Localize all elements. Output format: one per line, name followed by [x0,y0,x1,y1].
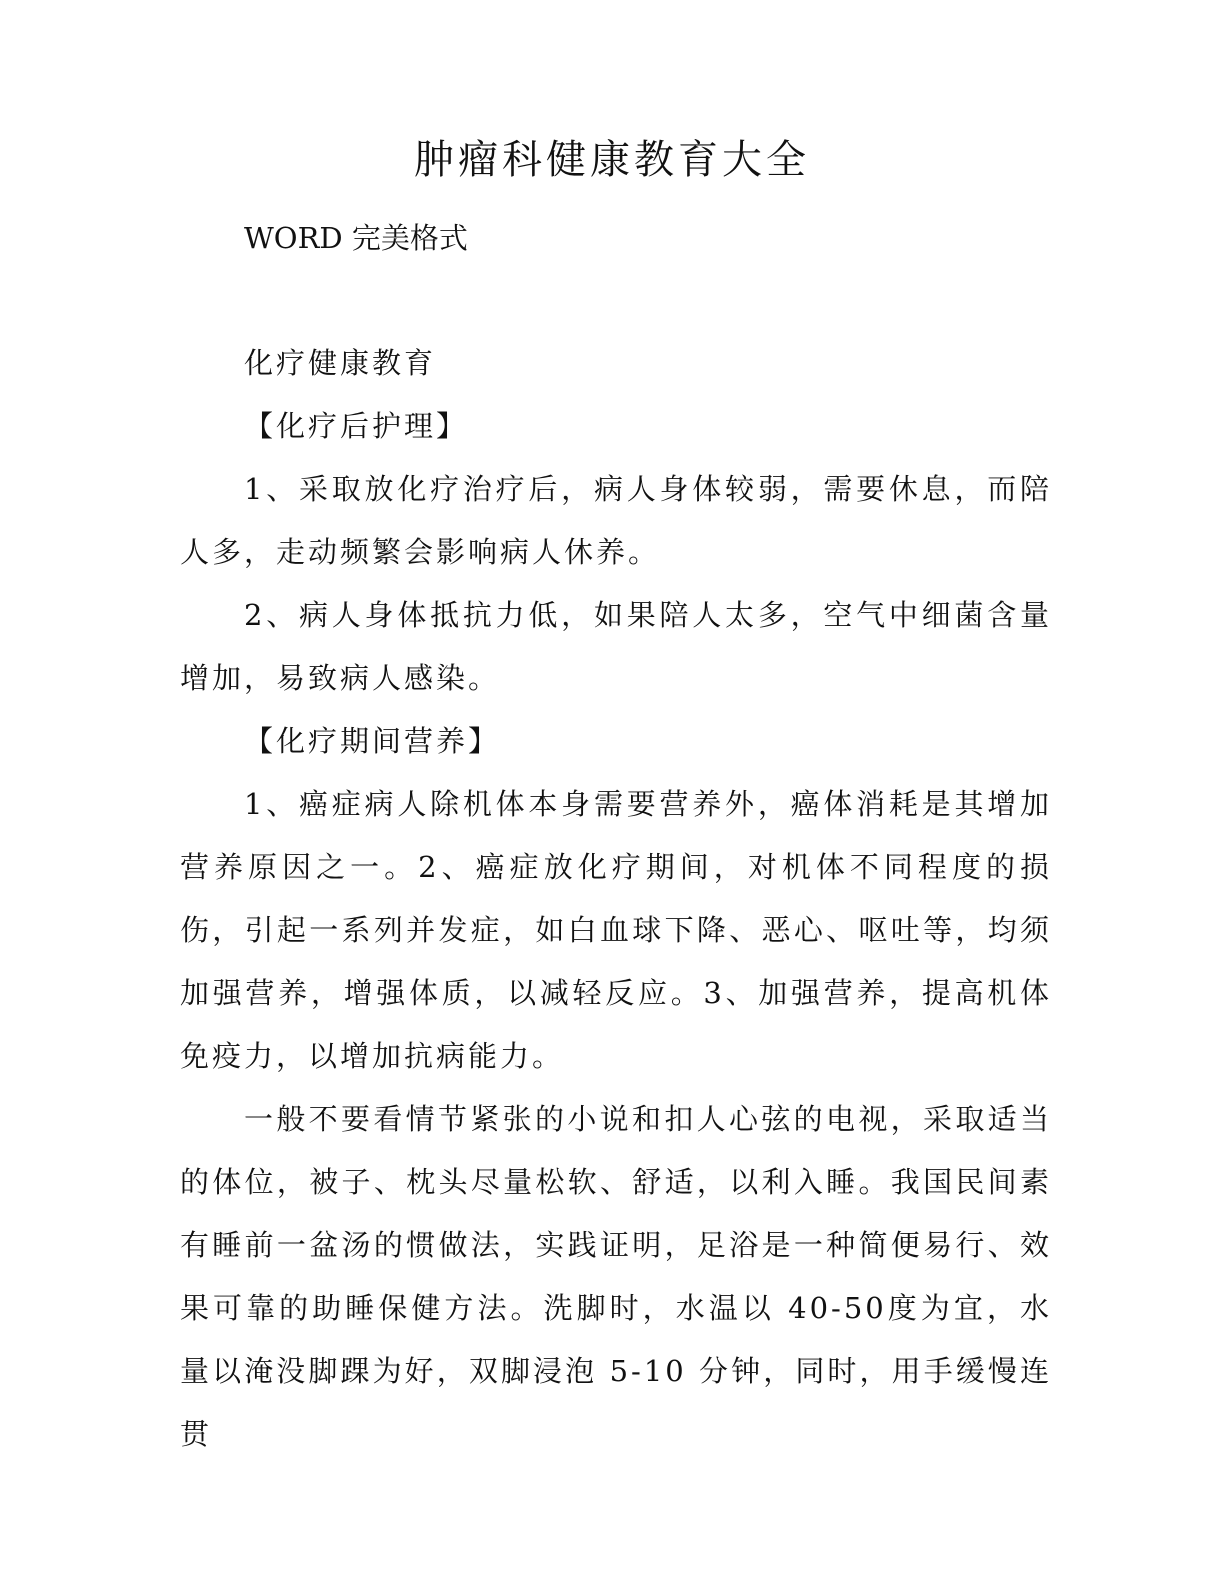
paragraph-care-2: 2、病人身体抵抗力低，如果陪人太多，空气中细菌含量增加，易致病人感染。 [180,598,1052,695]
section-heading-chemo-nutrition: 【化疗期间营养】 [244,724,501,758]
section-heading-chemo-education: 化疗健康教育 [244,346,437,380]
section-heading-post-chemo-care: 【化疗后护理】 [244,409,469,443]
document-body [180,332,1052,1466]
paragraph-care-1: 1、采取放化疗治疗后，病人身体较弱，需要休息，而陪人多，走动频繁会影响病人休养。 [180,472,1052,569]
paragraph-sleep-advice: 一般不要看情节紧张的小说和扣人心弦的电视，采取适当的体位，被子、枕头尽量松软、舒适，以利入睡。我国民间素有睡前一盆汤的惯做法，实践证明，足浴是一种简便易行、效果可靠的助睡保健方法。洗脚时，水温以 40-50度为宜，水量以淹没脚踝为好，双脚浸泡 5-10 分钟，同时，用手缓慢连贯 [180,1102,1052,1451]
document-title: 肿瘤科健康教育大全 [414,137,810,183]
paragraph-nutrition: 1、癌症病人除机体本身需要营养外，癌体消耗是其增加营养原因之一。2、癌症放化疗期间，对机体不同程度的损伤，引起一系列并发症，如白血球下降、恶心、呕吐等，均须加强营养，增强体质，以减轻反应。3、加强营养，提高机体免疫力，以增加抗病能力。 [180,787,1052,1073]
document-subtitle: WORD 完美格式 [244,221,468,255]
